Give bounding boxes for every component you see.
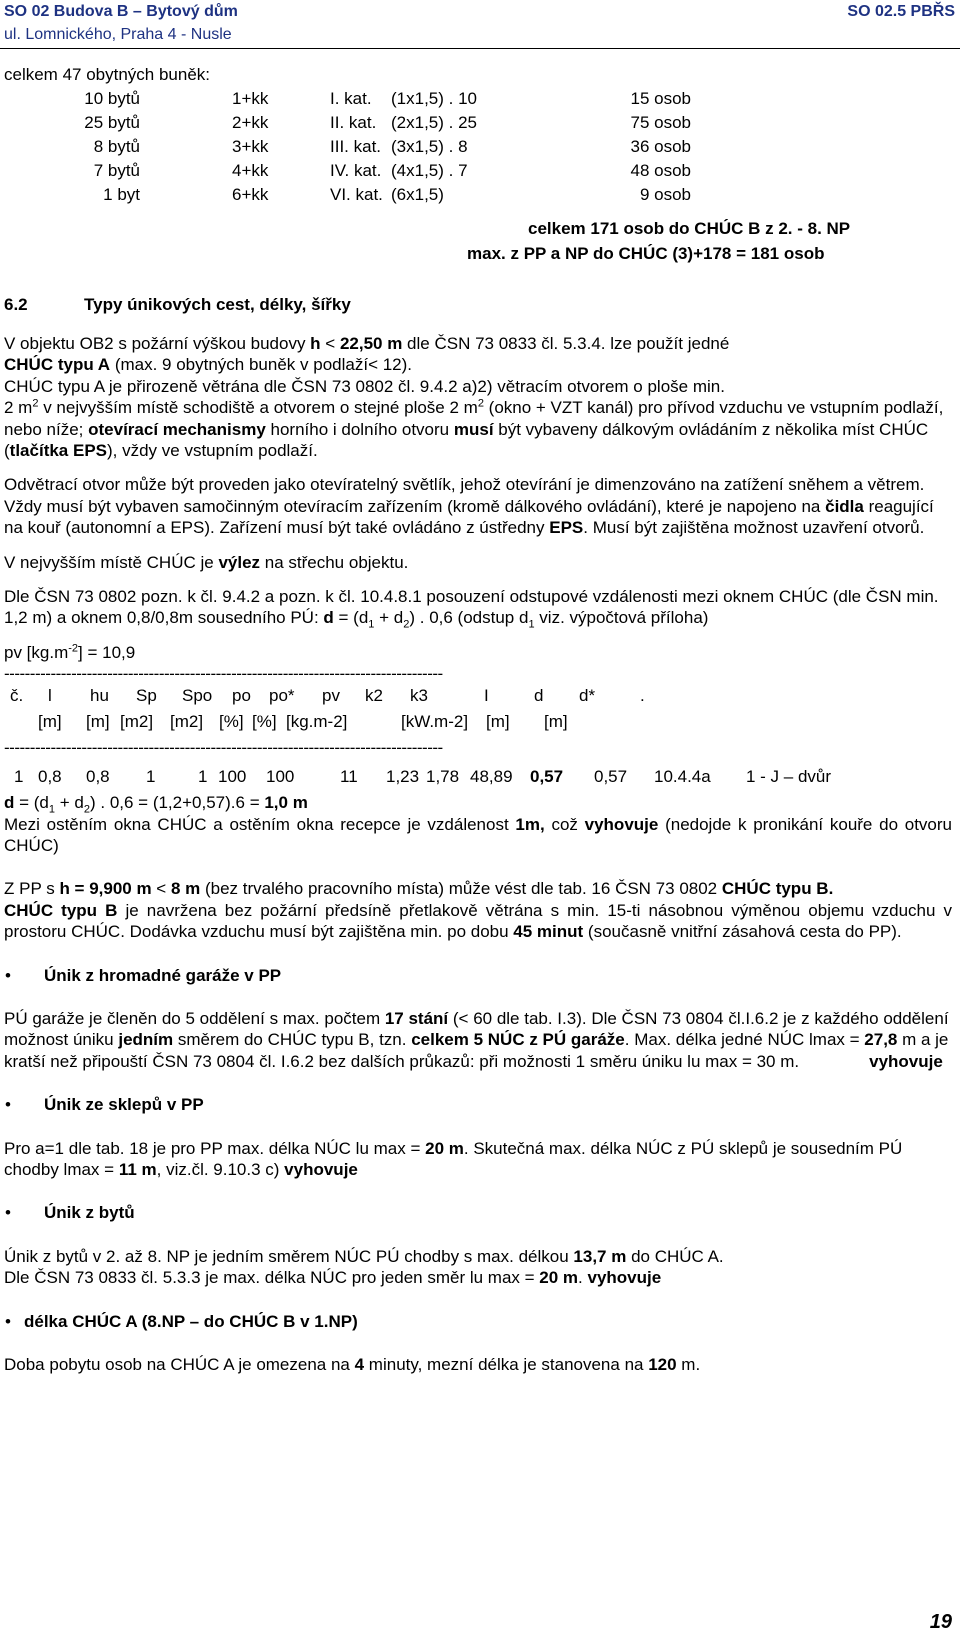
units-title: celkem 47 obytných buněk: — [4, 65, 211, 84]
units-category: III. kat. — [330, 137, 382, 156]
units-type: 2+kk — [232, 113, 269, 132]
units-category: II. kat. — [330, 113, 377, 132]
bullet-heading-cellars: • Únik ze sklepů v PP — [5, 1095, 204, 1115]
paragraph-distance: Dle ČSN 73 0802 pozn. k čl. 9.4.2 a pozn. k čl. 10.4.8.1 posouzení odstupové vzdálenosti mezi oknem CHÚC (dle ČSN min. 1,2 m) a oknem 0,8/0,8m sousedního PÚ: $d = (d_1 + d_2)$ . 0,6 (odstup $d_1$ viz. výpočtová příloha) — [4, 587, 939, 631]
units-formula: (4x1,5) . 7 — [391, 161, 468, 180]
paragraph-ventilation: CHÚC typu A je přirozeně větrána dle ČSN 73 0802 čl. 9.4.2 a)2) větracím otvorem o ploše min. 2 $m^2$ v nejvyšším místě schodiště a otvorem o stejné ploše 2 $m^2$ (okno + VZT kanál) pro přívod vzduchu ve vstupním podlaží, nebo níže; otevírací mechanismy horního i dolního otvoru musí být vybaveny dálkovým ovládáním z několika míst CHÚC (tlačítka EPS), vždy ve vstupním podlaží. — [4, 376, 944, 461]
units-category: VI. kat. — [330, 185, 383, 204]
units-type: 3+kk — [232, 137, 269, 156]
bullet-icon: • — [5, 965, 11, 985]
paragraph-recepce: Mezi ostěním okna CHÚC a ostěním okna recepce je vzdálenost 1m, což vyhovuje (nedojde k pronikání kouře do otvoru CHÚC) — [4, 814, 953, 855]
bullet-heading-chuc-length: • délka CHÚC A (8.NP – do CHÚC B v 1.NP) — [5, 1311, 358, 1331]
pv-value: pv $[kg.m^{-2}] = 10,9$ — [4, 642, 136, 662]
units-formula: (6x1,5) — [391, 185, 444, 204]
paragraph-roof-hatch: V nejvyšším místě CHÚC je výlez na střechu objektu. — [4, 552, 409, 572]
units-type: 6+kk — [232, 185, 269, 204]
table-dashes-bottom: ------------------------------------------------------------------------------------- — [4, 737, 443, 757]
units-persons: 9 osob — [639, 185, 691, 204]
header-divider — [0, 48, 960, 49]
page-number: 19 — [929, 1611, 952, 1633]
units-total-line1: celkem 171 osob do CHÚC B z 2. - 8. NP — [528, 219, 851, 238]
units-category: I. kat. — [330, 89, 372, 108]
units-count: 1 byt — [103, 185, 140, 204]
header-subtitle: ul. Lomnického, Praha 4 - Nusle — [4, 26, 232, 43]
paragraph-chuc-b: CHÚC typu B je navržena bez požární předsíně přetlakově větrána s min. 15-ti násobnou výměnou objemu vzduchu v prostoru CHÚC. Dodávka vzduchu musí být zajištěna min. po dobu 45 minut (současně vnitřní zásahová cesta do PP). — [4, 900, 953, 942]
section-number: 6.2 — [4, 295, 28, 314]
units-formula: (2x1,5) . 25 — [391, 113, 477, 132]
units-type: 4+kk — [232, 161, 269, 180]
body-text — [4, 333, 952, 1375]
paragraph-cellars: Pro a=1 dle tab. 18 je pro PP max. délka NÚC lu max = 20 m. Skutečná max. délka NÚC z PÚ sklepů je sousedním PÚ chodby lmax = 11 m, viz.čl. 9.10.3 c) vyhovuje — [4, 1138, 903, 1179]
paragraph-chuc-length: Doba pobytu osob na CHÚC A je omezena na 4 minuty, mezní délka je stanovena na 120 m. — [4, 1355, 701, 1374]
header-title: SO 02 Budova B – Bytový dům — [4, 3, 238, 20]
paragraph-garage: PÚ garáže je členěn do 5 oddělení s max. počtem 17 stání (< 60 dle tab. I.3). Dle ČSN 73 0804 čl.I.6.2 je z každého oddělení možnost úniku jedním směrem do CHÚC typu B, tzn. celkem 5 NÚC z PÚ garáže. Max. délka jedné NÚC lmax = 27,8 m a je kratší než připouští ČSN 73 0804 čl. I.6.2 bez dalších průkazů: při možnosti 1 směru úniku lu max = 30 m. vyhovuje — [4, 1008, 949, 1071]
bullet-heading-garage: • Únik z hromadné garáže v PP — [5, 965, 282, 985]
table-dashes-top: ------------------------------------------------------------------------------------- — [4, 664, 443, 684]
bullet-heading-flats: • Únik z bytů — [5, 1203, 135, 1223]
units-persons: 48 osob — [630, 161, 691, 180]
units-persons: 36 osob — [630, 137, 691, 156]
table-data-row: 1 0,8 0,8 1 1 100 100 11 1,23 1,78 48,89 0,57 0,57 10.4.4a 1 - J – dvůr — [14, 767, 832, 787]
d-formula: $d = (d_1 + d_2)$ . 0,6 = (1,2+0,57).6 = 1,0 m — [4, 793, 308, 816]
units-count: 10 bytů — [84, 89, 140, 108]
units-persons: 75 osob — [630, 113, 691, 132]
units-formula: (3x1,5) . 8 — [391, 137, 468, 156]
units-category: IV. kat. — [330, 161, 382, 180]
bullet-icon: • — [5, 1311, 11, 1331]
paragraph-pp: Z PP s h = 9,900 m < 8 m (bez trvalého pracovního místa) může vést dle tab. 16 ČSN 73 0802 CHÚC typu B. — [4, 879, 834, 899]
page-header — [0, 0, 960, 50]
bullet-icon: • — [5, 1203, 11, 1223]
bullet-icon: • — [5, 1095, 11, 1115]
units-formula: (1x1,5) . 10 — [391, 89, 477, 108]
header-code: SO 02.5 PBŘS — [847, 3, 955, 20]
units-count: 8 bytů — [93, 137, 140, 156]
section-heading — [4, 294, 351, 315]
paragraph-skylight: Odvětrací otvor může být proveden jako otevíratelný světlík, jehož otevírání je dimenzováno na zatížení sněhem a větrem. Vždy musí být vybaven samočinným otevíracím zařízením (kromě dálkového ovládání), které je napojeno na čidla reagující na kouř (autonomní a EPS). Zařízení musí být také ovládáno z ústředny EPS. Musí být zajištěna možnost uzavření otvorů. — [4, 475, 934, 538]
units-persons: 15 osob — [630, 89, 691, 108]
paragraph-flats: Únik z bytů v 2. až 8. NP je jedním směrem NÚC PÚ chodby s max. délkou 13,7 m do CHÚC A. Dle ČSN 73 0833 čl. 5.3.3 je max. délka NÚC pro jeden směr lu max = 20 m. vyhovuje — [4, 1246, 724, 1288]
table-units-row: [m] [m] [m2] [m2] [%] [%] [kg.m-2] [kW.m-2] [m] [m] — [38, 711, 568, 731]
table-header-row: č. l hu Sp Spo po po* pv k2 k3 I d d* . — [10, 685, 645, 705]
section-title: Typy únikových cest, délky, šířky — [84, 295, 351, 314]
units-type: 1+kk — [232, 89, 269, 108]
paragraph-chuc-a: V objektu OB2 s požární výškou budovy h < 22,50 m dle ČSN 73 0833 čl. 5.3.4. lze použít jedné CHÚC typu A (max. 9 obytných buněk v podlaží< 12). — [4, 334, 730, 375]
units-total-line2: max. z PP a NP do CHÚC (3)+178 = 181 osob — [467, 244, 825, 263]
units-count: 7 bytů — [93, 161, 140, 180]
units-count: 25 bytů — [84, 113, 140, 132]
